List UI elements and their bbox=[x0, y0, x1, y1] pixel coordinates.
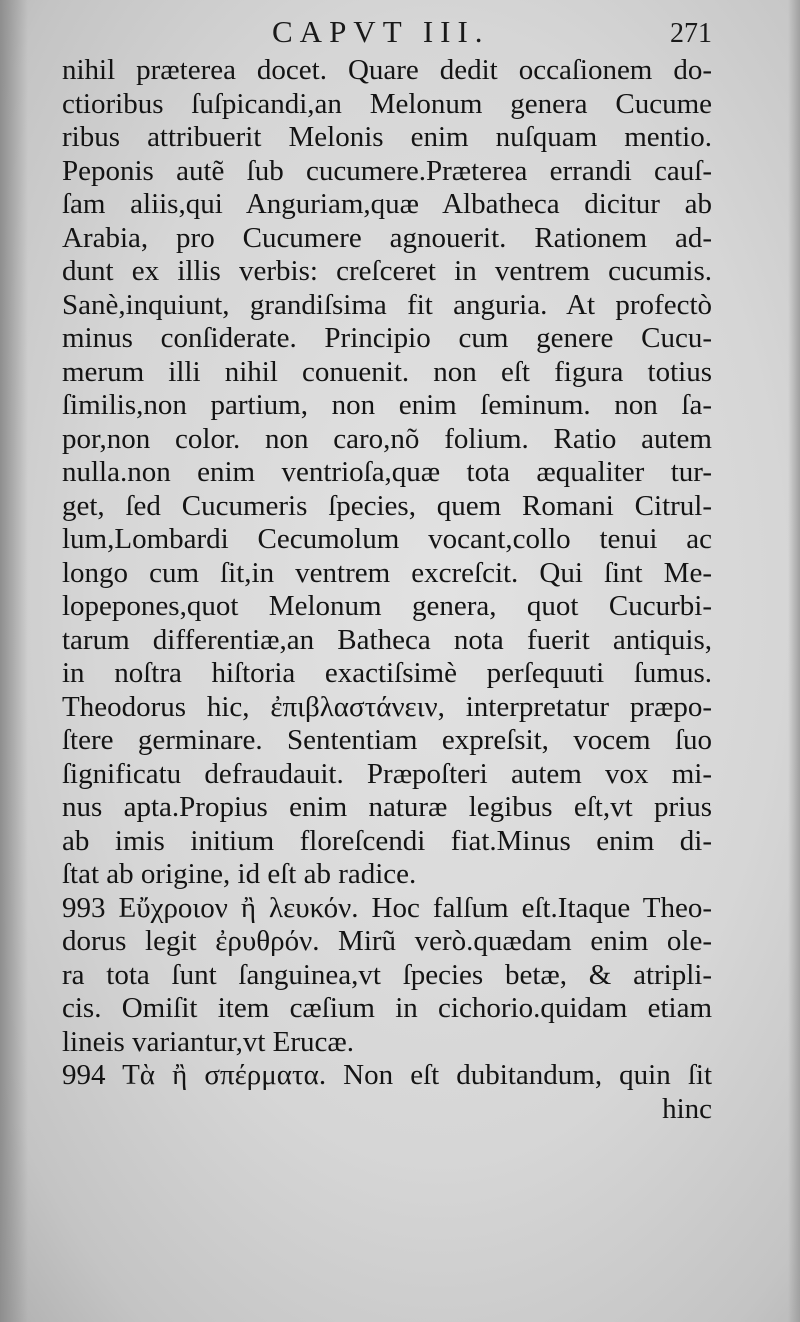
text-line: 993 Εὔχροιον ἢ λευκόν. Hoc falſum eſt.Itaque Theo- bbox=[62, 891, 712, 924]
text-line: ctioribus ſuſpicandi,an Melonum genera Cucume bbox=[62, 87, 712, 120]
text-line: ab imis initium floreſcendi fiat.Minus enim di- bbox=[62, 824, 712, 857]
text-line: Peponis autẽ ſub cucumere.Præterea errandi cauſ- bbox=[62, 154, 712, 187]
text-line: get, ſed Cucumeris ſpecies, quem Romani Citrul- bbox=[62, 489, 712, 522]
text-line: dorus legit ἐρυθρόν. Mirũ verò.quædam enim ole- bbox=[62, 925, 712, 957]
text-line: ſignificatu defraudauit. Præpoſteri autem vox mi- bbox=[62, 757, 712, 790]
running-title: CAPVT III. bbox=[272, 14, 490, 49]
text-line: ſtat ab origine, id eſt ab radice. bbox=[62, 858, 417, 890]
body-text bbox=[62, 54, 712, 1126]
page-header bbox=[60, 14, 720, 54]
catchword: hinc bbox=[662, 1092, 712, 1125]
text-line: 994 Τὰ ἢ σπέρματα. Non eſt dubitandum, quin ſit bbox=[62, 1059, 712, 1091]
text-line: nihil præterea docet. Quare dedit occaſionem do- bbox=[62, 54, 712, 86]
text-line: cis. Omiſit item cæſium in cichorio.quidam etiam bbox=[62, 992, 712, 1024]
text-line: Arabia, pro Cucumere agnouerit. Rationem ad- bbox=[62, 221, 712, 254]
text-line: Sanè,inquiunt, grandiſsima fit anguria. At profectò bbox=[62, 288, 712, 321]
text-line: lineis variantur,vt Erucæ. bbox=[62, 1025, 354, 1058]
text-line: ſtere germinare. Sententiam expreſsit, vocem ſuo bbox=[62, 724, 712, 756]
text-line: Theodorus hic, ἐπιβλαστάνειν, interpretatur præpo- bbox=[62, 690, 712, 723]
page-edge bbox=[788, 0, 800, 1322]
text-line: minus conſiderate. Principio cum genere Cucu- bbox=[62, 322, 712, 354]
text-line: nulla.non enim ventrioſa,quæ tota æqualiter tur- bbox=[62, 456, 712, 488]
text-line: tarum differentiæ,an Batheca nota fuerit antiquis, bbox=[62, 623, 712, 656]
text-line: lum,Lombardi Cecumolum vocant,collo tenui ac bbox=[62, 523, 712, 555]
gutter-shadow bbox=[0, 0, 28, 1322]
text-line: por,non color. non caro,nõ folium. Ratio autem bbox=[62, 422, 712, 455]
page-number: 271 bbox=[670, 18, 712, 49]
text-line: ſam aliis,qui Anguriam,quæ Albatheca dicitur ab bbox=[62, 188, 712, 220]
text-line: ra tota ſunt ſanguinea,vt ſpecies betæ, & atripli- bbox=[62, 958, 712, 991]
text-line: in noſtra hiſtoria exactiſsimè perſequuti ſumus. bbox=[62, 657, 712, 689]
text-line: nus apta.Propius enim naturæ legibus eſt,vt prius bbox=[62, 791, 712, 823]
text-line: dunt ex illis verbis: creſceret in ventrem cucumis. bbox=[62, 255, 712, 287]
text-line: ribus attribuerit Melonis enim nuſquam mentio. bbox=[62, 121, 712, 153]
text-line: longo cum ſit,in ventrem excreſcit. Qui ſint Me- bbox=[62, 556, 712, 589]
text-line: lopepones,quot Melonum genera, quot Cucurbi- bbox=[62, 590, 712, 622]
text-line: ſimilis,non partium, non enim ſeminum. non ſa- bbox=[62, 389, 712, 421]
text-line: merum illi nihil conuenit. non eſt figura totius bbox=[62, 355, 712, 388]
